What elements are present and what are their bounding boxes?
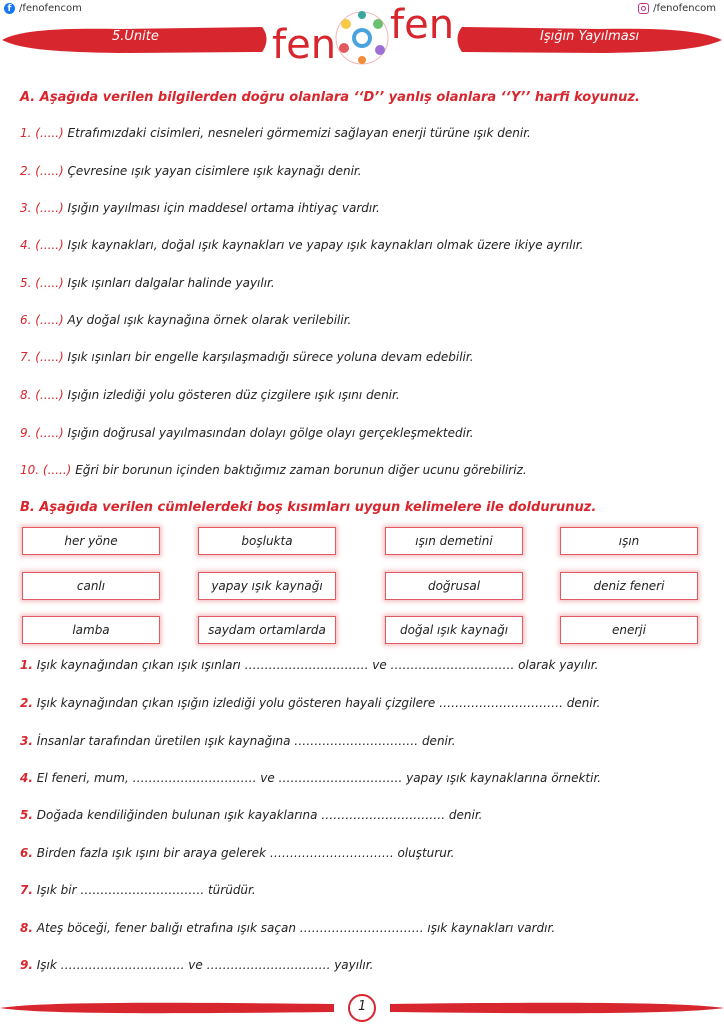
answer-blank[interactable]: (.....) bbox=[35, 276, 64, 290]
answer-blank[interactable]: (.....) bbox=[42, 463, 72, 477]
part-a-item-text: Işığın izlediği yolu gösteren düz çizgilere ışık ışını denir. bbox=[67, 388, 400, 402]
word-box[interactable]: saydam ortamlarda bbox=[198, 616, 336, 644]
answer-blank[interactable]: (.....) bbox=[35, 201, 64, 215]
part-b-item-text: Işık …………………………. ve …………………………. yayılır. bbox=[36, 958, 374, 972]
part-b-item-number: 4. bbox=[20, 771, 33, 785]
facebook-label: /fenofencom bbox=[19, 3, 82, 14]
word-box[interactable]: her yöne bbox=[22, 527, 160, 555]
part-b-item bbox=[20, 658, 598, 672]
word-box[interactable]: deniz feneri bbox=[560, 572, 698, 600]
part-a-item bbox=[20, 201, 380, 215]
answer-blank[interactable]: (.....) bbox=[35, 350, 64, 364]
part-b-item bbox=[20, 734, 456, 748]
part-a-item-number: 2. bbox=[20, 164, 32, 178]
part-a-item-number: 4. bbox=[20, 238, 32, 252]
part-b-heading: B. Aşağıda verilen cümlelerdeki boş kısımları uygun kelimelere ile doldurunuz. bbox=[20, 500, 597, 515]
part-a-item bbox=[20, 463, 527, 477]
part-a-item-number: 3. bbox=[20, 201, 32, 215]
part-b-item-number: 2. bbox=[20, 696, 33, 710]
part-b-item bbox=[20, 921, 555, 935]
word-box[interactable]: enerji bbox=[560, 616, 698, 644]
answer-blank[interactable]: (.....) bbox=[35, 164, 64, 178]
word-box[interactable]: canlı bbox=[22, 572, 160, 600]
answer-blank[interactable]: (.....) bbox=[35, 426, 64, 440]
word-box[interactable]: ışın demetini bbox=[385, 527, 523, 555]
part-a-item-number: 10. bbox=[20, 463, 40, 477]
part-a-heading: A. Aşağıda verilen bilgilerden doğru olanlara ‘‘D’’ yanlış olanlara ‘‘Y’’ harfi koyunuz. bbox=[20, 90, 640, 105]
part-a-item-number: 5. bbox=[20, 276, 32, 290]
part-a-item-text: Çevresine ışık yayan cisimlere ışık kaynağı denir. bbox=[67, 164, 362, 178]
part-a-item-number: 6. bbox=[20, 313, 32, 327]
part-b-item-text: Birden fazla ışık ışını bir araya gelerek …………………………. oluşturur. bbox=[36, 846, 455, 860]
answer-blank[interactable]: (.....) bbox=[35, 238, 64, 252]
unit-label: 5.Ünite bbox=[112, 29, 159, 44]
logo-left-word: fen bbox=[272, 22, 337, 68]
part-a-item bbox=[20, 238, 583, 252]
part-a-item-text: Işık ışınları dalgalar halinde yayılır. bbox=[67, 276, 275, 290]
part-a-item-text: Etrafımızdaki cisimleri, nesneleri görmemizi sağlayan enerji türüne ışık denir. bbox=[67, 126, 531, 140]
part-a-item bbox=[20, 164, 362, 178]
logo-right-word: fen bbox=[390, 2, 455, 48]
instagram-label: /fenofencom bbox=[653, 3, 716, 14]
part-b-item bbox=[20, 808, 483, 822]
part-a-item-number: 9. bbox=[20, 426, 32, 440]
part-b-item-text: El feneri, mum, …………………………. ve …………………………. yapay ışık kaynaklarına örnektir. bbox=[36, 771, 602, 785]
part-a-item bbox=[20, 313, 351, 327]
page-number: 1 bbox=[358, 999, 367, 1014]
part-a-item-text: Işık kaynakları, doğal ışık kaynakları ve yapay ışık kaynakları olmak üzere ikiye ayrılır. bbox=[67, 238, 584, 252]
part-b-item-number: 1. bbox=[20, 658, 33, 672]
part-a-item bbox=[20, 276, 275, 290]
part-b-item bbox=[20, 696, 600, 710]
part-b-item-text: Doğada kendiliğinden bulunan ışık kayaklarına …………………………. denir. bbox=[36, 808, 483, 822]
facebook-handle[interactable] bbox=[4, 3, 82, 14]
logo-emblem-icon bbox=[332, 8, 392, 68]
word-box[interactable]: doğal ışık kaynağı bbox=[385, 616, 523, 644]
part-b-item bbox=[20, 958, 373, 972]
part-a-item-number: 1. bbox=[20, 126, 32, 140]
instagram-icon bbox=[638, 3, 649, 14]
part-b-item-number: 6. bbox=[20, 846, 33, 860]
part-a-item-text: Ay doğal ışık kaynağına örnek olarak verilebilir. bbox=[67, 313, 352, 327]
answer-blank[interactable]: (.....) bbox=[35, 388, 64, 402]
part-a-item bbox=[20, 426, 474, 440]
word-box[interactable]: boşlukta bbox=[198, 527, 336, 555]
part-a-item-number: 8. bbox=[20, 388, 32, 402]
part-a-item-text: Işığın doğrusal yayılmasından dolayı gölge olayı gerçekleşmektedir. bbox=[67, 426, 474, 440]
part-b-item-text: Işık kaynağından çıkan ışık ışınları …………………………. ve …………………………. olarak yayılır. bbox=[36, 658, 599, 672]
part-b-item bbox=[20, 883, 256, 897]
word-box[interactable]: ışın bbox=[560, 527, 698, 555]
part-b-item-text: İnsanlar tarafından üretilen ışık kaynağına …………………………. denir. bbox=[36, 734, 456, 748]
facebook-icon: f bbox=[4, 3, 15, 14]
answer-blank[interactable]: (.....) bbox=[35, 313, 64, 327]
part-b-item-text: Işık kaynağından çıkan ışığın izlediği yolu gösteren hayali çizgilere …………………………. denir. bbox=[36, 696, 601, 710]
part-b-item bbox=[20, 771, 601, 785]
word-box[interactable]: doğrusal bbox=[385, 572, 523, 600]
part-a-item-text: Eğri bir borunun içinden baktığımız zaman borunun diğer ucunu görebiliriz. bbox=[75, 463, 527, 477]
topic-label: Işığın Yayılması bbox=[540, 29, 640, 44]
part-a-item bbox=[20, 350, 474, 364]
part-a-item bbox=[20, 126, 531, 140]
part-b-item-number: 5. bbox=[20, 808, 33, 822]
answer-blank[interactable]: (.....) bbox=[35, 126, 64, 140]
part-b-item-number: 7. bbox=[20, 883, 33, 897]
part-b-item-text: Işık bir …………………………. türüdür. bbox=[36, 883, 256, 897]
part-a-item bbox=[20, 388, 400, 402]
part-b-item bbox=[20, 846, 454, 860]
part-a-item-text: Işık ışınları bir engelle karşılaşmadığı sürece yoluna devam edebilir. bbox=[67, 350, 474, 364]
word-box[interactable]: lamba bbox=[22, 616, 160, 644]
word-box[interactable]: yapay ışık kaynağı bbox=[198, 572, 336, 600]
instagram-handle[interactable] bbox=[638, 3, 716, 14]
part-a-item-number: 7. bbox=[20, 350, 32, 364]
part-b-item-number: 3. bbox=[20, 734, 33, 748]
part-b-item-number: 9. bbox=[20, 958, 33, 972]
part-b-item-number: 8. bbox=[20, 921, 33, 935]
part-b-item-text: Ateş böceği, fener balığı etrafına ışık saçan …………………………. ışık kaynakları vardır. bbox=[36, 921, 556, 935]
part-a-item-text: Işığın yayılması için maddesel ortama ihtiyaç vardır. bbox=[67, 201, 380, 215]
